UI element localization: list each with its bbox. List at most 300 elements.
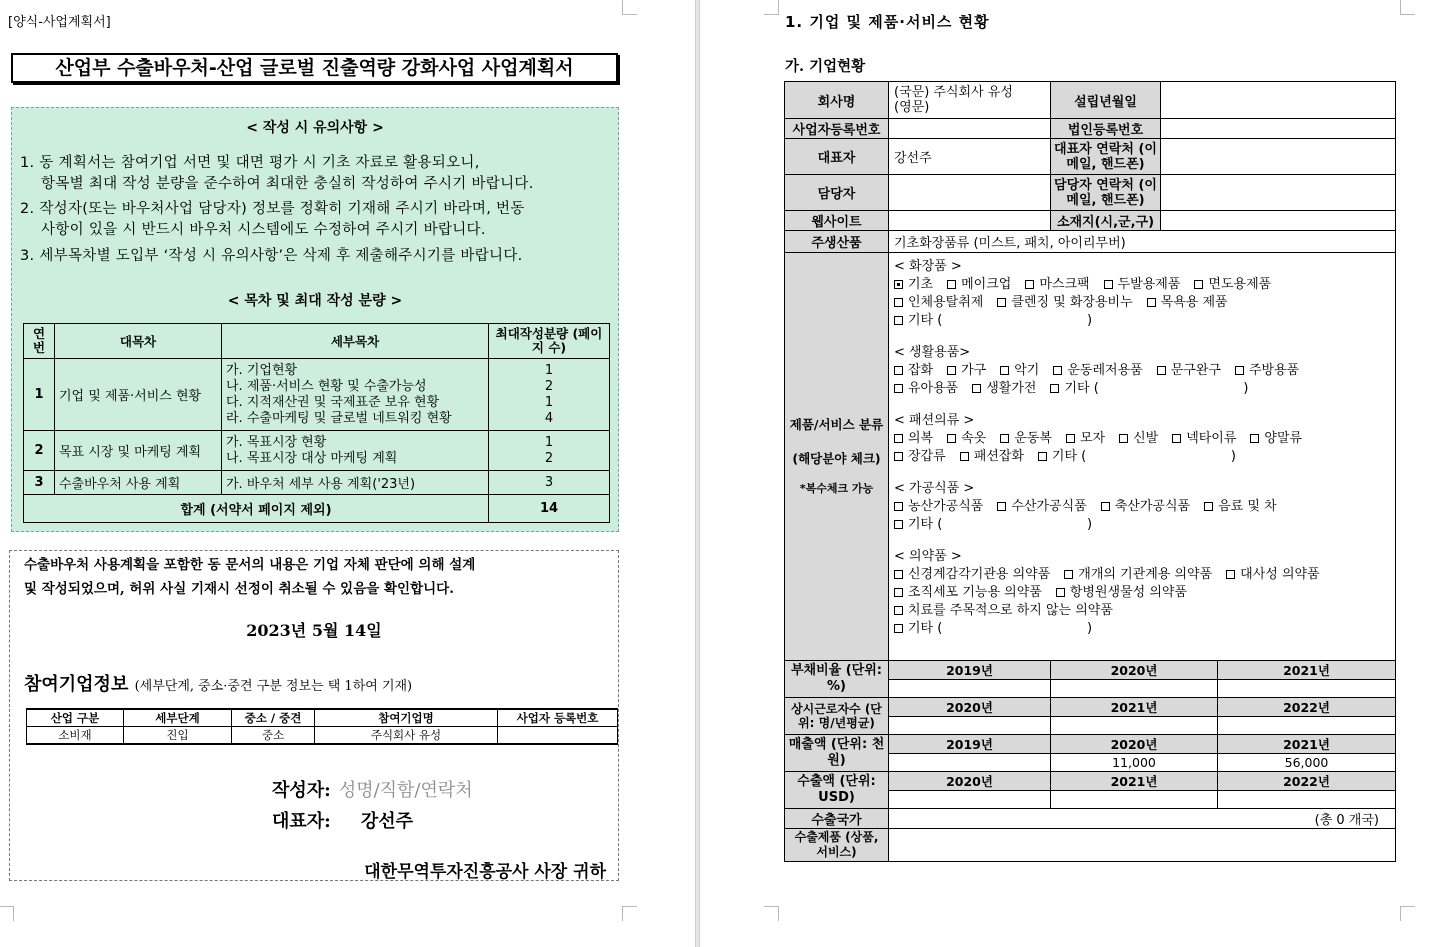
category-option-label: 운동복 [1014, 431, 1052, 446]
corp-no-label: 법인등록번호 [1051, 119, 1161, 139]
crop-mark [0, 906, 14, 921]
category-group-title: < 화장품 > [894, 259, 962, 274]
toc-page-count: 2 [544, 378, 554, 394]
category-group-title: < 생활용품> [894, 345, 971, 360]
notice-line: 2. 작성자(또는 바우처사업 담당자) 정보를 정확히 기재해 주시기 바라며, 번동 [20, 201, 525, 217]
addressee: 대한무역투자진흥공사 사장 귀하 [364, 862, 606, 882]
company-status-table [784, 81, 1396, 862]
category-option[interactable] [1000, 431, 1052, 446]
checkbox-icon[interactable] [1025, 280, 1034, 289]
employees-year: 2021년 [1051, 698, 1218, 717]
category-option-label: 가구 [961, 363, 987, 378]
category-option-label: 기타 ( ) [908, 621, 1093, 636]
exports-value[interactable] [889, 791, 1051, 809]
checkbox-icon[interactable] [894, 606, 903, 615]
category-option-label: 양말류 [1264, 431, 1303, 446]
category-option[interactable] [1172, 431, 1236, 446]
toc-sub-item: 라. 수출마케팅 및 글로벌 네트워킹 현황 [226, 410, 452, 426]
toc-sub-item: 가. 목표시장 현황 [226, 434, 327, 450]
founded-label: 설립년월일 [1051, 82, 1161, 119]
company-name-label: 회사명 [785, 82, 889, 119]
debt-year: 2019년 [889, 661, 1051, 680]
category-option[interactable] [894, 621, 1092, 636]
company-name-value[interactable] [889, 82, 1051, 119]
toc-header: 연번 [24, 324, 55, 359]
company-info-cell: 중소 [232, 727, 315, 745]
checkbox-icon[interactable] [894, 298, 903, 307]
toc-pages [489, 431, 610, 471]
category-row [785, 253, 1396, 661]
checkbox-icon[interactable] [1066, 434, 1075, 443]
category-option-label: 마스크팩 [1039, 277, 1090, 292]
debt-year: 2021년 [1218, 661, 1396, 680]
category-group [894, 548, 1390, 638]
category-option-row [894, 602, 1390, 620]
ceo-label: 대표자: [272, 811, 331, 832]
checkbox-icon[interactable] [894, 366, 903, 375]
crop-mark [622, 906, 637, 921]
category-option-row [894, 620, 1390, 638]
export-product-label: 수출제품 (상품, 서비스) [785, 829, 889, 862]
checkbox-icon[interactable] [1119, 434, 1128, 443]
category-group [894, 258, 1390, 330]
checkbox-icon[interactable] [1172, 434, 1181, 443]
category-option-row [894, 380, 1390, 398]
category-option-label: 기타 ( ) [1064, 381, 1249, 396]
checkbox-icon[interactable] [947, 280, 956, 289]
sales-label: 매출액 (단위: 천원) [785, 735, 889, 772]
toc-title: 기업 및 제품·서비스 현황 [55, 359, 222, 431]
category-group [894, 344, 1390, 398]
main-product-label: 주생산품 [785, 231, 889, 253]
checkbox-icon[interactable] [1226, 570, 1235, 579]
company-info-cell: 소비재 [27, 727, 124, 745]
declaration-text: 수출바우처 사용계획을 포함한 동 문서의 내용은 기업 자체 판단에 의해 설계 [24, 557, 476, 573]
employees-label: 상시근로자수 (단위: 명/년평균) [785, 698, 889, 735]
toc-page-count: 4 [544, 410, 554, 426]
category-option-label: 신발 [1133, 431, 1159, 446]
company-info-cell: 진입 [124, 727, 232, 745]
ceo-contact-value[interactable] [1161, 139, 1396, 175]
checkbox-icon[interactable] [894, 588, 903, 597]
category-option[interactable] [894, 295, 983, 310]
toc-sub-item: 가. 기업현황 [226, 362, 298, 378]
sales-year: 2020년 [1051, 735, 1218, 754]
manager-contact-value[interactable] [1161, 175, 1396, 211]
writer-placeholder: 성명/직함/연락처 [338, 780, 473, 801]
category-option-row [894, 430, 1390, 448]
checkbox-icon[interactable] [997, 298, 1006, 307]
category-option[interactable] [1235, 363, 1299, 378]
category-option[interactable] [1204, 499, 1277, 514]
category-option-label: 인체용탈취제 [908, 295, 984, 310]
checkbox-icon[interactable] [1038, 452, 1047, 461]
category-label [785, 253, 889, 661]
declaration-box [9, 550, 619, 881]
category-option-label: 패션잡화 [973, 449, 1024, 464]
exports-label: 수출액 (단위: USD) [785, 772, 889, 809]
category-option[interactable] [894, 499, 983, 514]
category-option[interactable] [1157, 363, 1221, 378]
toc-row [24, 431, 610, 471]
website-value[interactable] [889, 211, 1051, 231]
category-option[interactable] [894, 567, 1050, 582]
company-name-kr: (국문) 주식회사 유성 [894, 85, 1013, 100]
manager-contact-label: 담당자 연락처 (이메일, 핸드폰) [1051, 175, 1161, 211]
checkbox-icon[interactable] [1064, 570, 1073, 579]
notice-heading: < 작성 시 유의사항 > [246, 120, 384, 136]
category-checklist [894, 258, 1390, 638]
checkbox-icon[interactable] [1250, 434, 1259, 443]
checkbox-icon[interactable] [1104, 280, 1113, 289]
category-option[interactable] [1066, 431, 1105, 446]
company-info-header: 중소 / 중견 [232, 709, 315, 727]
writer-line [272, 776, 473, 802]
category-option[interactable] [894, 585, 1042, 600]
category-option-label: 넥타이류 [1186, 431, 1237, 446]
notice-line: 1. 동 계획서는 참여기업 서면 및 대면 평가 시 기초 자료로 활용되오니, [20, 155, 480, 171]
category-option-label: 잡화 [908, 363, 934, 378]
toc-number: 1 [24, 359, 55, 431]
toc-sub-item: 다. 지적재산권 및 국제표준 보유 현황 [226, 394, 440, 410]
category-option[interactable] [894, 431, 933, 446]
company-name-row [785, 82, 1396, 119]
document-page-left [0, 0, 695, 947]
document-page-right [700, 0, 1430, 947]
manager-label: 담당자 [785, 175, 889, 211]
exports-value[interactable] [1051, 791, 1218, 809]
website-row [785, 211, 1396, 231]
debt-label: 부채비율 (단위: %) [785, 661, 889, 698]
main-product-value[interactable]: 기초화장품류 (미스트, 패치, 아이리무버) [889, 231, 1396, 253]
category-option[interactable] [947, 277, 1011, 292]
category-option-label: 기타 ( ) [1051, 449, 1236, 464]
category-option[interactable] [894, 381, 958, 396]
category-option-label: 대사성 의약품 [1240, 567, 1320, 582]
toc-subs [222, 359, 489, 431]
notice-box [11, 107, 619, 532]
category-option-label: 치료를 주목적으로 하지 않는 의약품 [908, 603, 1113, 618]
toc-header: 대목차 [55, 324, 222, 359]
category-option-label: 속옷 [961, 431, 987, 446]
debt-year-row [785, 661, 1396, 680]
document-title: 산업부 수출바우처-산업 글로벌 진출역량 강화사업 사업계획서 [11, 53, 618, 83]
employees-value[interactable] [889, 717, 1051, 735]
category-option[interactable] [1119, 431, 1158, 446]
category-option-label: 목욕용 제품 [1160, 295, 1228, 310]
category-option[interactable] [1194, 277, 1271, 292]
category-option[interactable] [1147, 295, 1228, 310]
employees-value[interactable] [1218, 717, 1396, 735]
category-option-label: 모자 [1079, 431, 1106, 446]
checkbox-icon[interactable] [997, 502, 1006, 511]
category-option-label: 수산가공식품 [1011, 499, 1087, 514]
category-group [894, 412, 1390, 466]
category-option-label: 악기 [1014, 363, 1040, 378]
ceo-row [785, 139, 1396, 175]
category-option-row [894, 498, 1390, 516]
section-title: 1. 기업 및 제품·서비스 현황 [785, 13, 990, 31]
category-option-label: 문구완구 [1170, 363, 1221, 378]
checkbox-icon[interactable] [1157, 366, 1166, 375]
company-info-header: 세부단계 [124, 709, 232, 727]
category-option-label: 신경계감각기관용 의약품 [908, 567, 1051, 582]
category-option-label: 기초 [908, 277, 934, 292]
company-name-en: (영문) [894, 100, 930, 115]
ceo-label: 대표자 [785, 139, 889, 175]
category-option[interactable] [997, 295, 1132, 310]
category-label-text: 제품/서비스 분류 [789, 416, 884, 432]
category-option[interactable] [894, 277, 933, 292]
crop-mark [1400, 906, 1415, 921]
location-value[interactable] [1161, 211, 1396, 231]
company-info-cell [498, 727, 618, 745]
category-group-title: < 패션의류 > [894, 413, 975, 428]
checkbox-icon[interactable] [894, 452, 903, 461]
category-option-label: 주방용품 [1248, 363, 1300, 378]
toc-subs [222, 431, 489, 471]
main-product-row [785, 231, 1396, 253]
toc-title: 목표 시장 및 마케팅 계획 [55, 431, 222, 471]
company-info-table [26, 708, 618, 745]
export-product-value[interactable] [889, 829, 1396, 862]
category-option-row [894, 448, 1390, 466]
category-label-multi: *복수체크 가능 [799, 481, 874, 495]
crop-mark [764, 0, 779, 15]
category-option-label: 생활가전 [986, 381, 1037, 396]
toc-header: 세부목차 [222, 324, 489, 359]
toc-page-count: 1 [544, 394, 554, 410]
toc-total-label: 합계 (서약서 페이지 제외) [24, 495, 489, 523]
category-group-title: < 가공식품 > [894, 481, 975, 496]
category-option[interactable] [894, 363, 933, 378]
employees-year-row [785, 698, 1396, 717]
category-option-label: 농산가공식품 [908, 499, 984, 514]
category-option-label: 장갑류 [908, 449, 946, 464]
category-option-label: 기타 ( ) [908, 313, 1093, 328]
category-option-label: 면도용제품 [1208, 277, 1272, 292]
company-info-header-row [27, 709, 618, 727]
sales-year-row [785, 735, 1396, 754]
category-option[interactable] [1104, 277, 1181, 292]
toc-header-row [24, 324, 610, 359]
toc-heading: < 목차 및 최대 작성 분량 > [227, 293, 403, 309]
category-option-row [894, 294, 1390, 312]
manager-value[interactable] [889, 175, 1051, 211]
checkbox-icon[interactable] [1053, 366, 1062, 375]
category-option[interactable] [1056, 585, 1187, 600]
category-option[interactable] [1038, 449, 1236, 464]
category-option-row [894, 362, 1390, 380]
category-option[interactable] [1025, 277, 1089, 292]
toc-title: 수출바우처 사용 계획 [55, 471, 222, 495]
category-option-label: 개개의 기관계용 의약품 [1078, 567, 1213, 582]
category-label-note: (해당분야 체크) [792, 450, 881, 466]
form-label: [양식-사업계획서] [8, 15, 111, 30]
toc-row [24, 359, 610, 431]
category-option[interactable] [1053, 363, 1142, 378]
category-group [894, 480, 1390, 534]
website-label: 웹사이트 [785, 211, 889, 231]
toc-total-row [24, 495, 610, 523]
biz-no-label: 사업자등록번호 [785, 119, 889, 139]
sales-value[interactable]: 56,000 [1218, 754, 1396, 772]
notice-line: 항목별 최대 작성 분량을 준수하여 최대한 충실히 작성하여 주시기 바랍니다. [41, 176, 534, 192]
category-option[interactable] [894, 603, 1113, 618]
category-option-row [894, 276, 1390, 294]
debt-value[interactable] [889, 680, 1051, 698]
category-option[interactable] [947, 363, 986, 378]
category-option[interactable] [972, 381, 1036, 396]
notice-line: 사항이 있을 시 반드시 바우처 시스템에도 수정하여 주시기 바랍니다. [41, 222, 486, 238]
toc-page-count: 1 [544, 434, 554, 450]
checkbox-icon[interactable] [1235, 366, 1244, 375]
export-country-row [785, 809, 1396, 829]
category-option[interactable] [1000, 363, 1039, 378]
checkbox-icon[interactable] [1204, 502, 1213, 511]
checkbox-icon[interactable] [960, 452, 969, 461]
checkbox-icon[interactable] [894, 316, 903, 325]
category-option[interactable] [1101, 499, 1190, 514]
toc-page-count: 3 [489, 471, 610, 495]
category-option-label: 기타 ( ) [908, 517, 1093, 532]
checkbox-icon[interactable] [972, 384, 981, 393]
checkbox-icon[interactable] [1194, 280, 1203, 289]
category-group-title: < 의약품 > [894, 549, 962, 564]
toc-number: 2 [24, 431, 55, 471]
toc-number: 3 [24, 471, 55, 495]
exports-value[interactable] [1218, 791, 1396, 809]
category-options [889, 253, 1396, 661]
ceo-name: 강선주 [360, 811, 413, 832]
sales-year: 2019년 [889, 735, 1051, 754]
checkbox-icon[interactable] [1000, 434, 1009, 443]
category-option[interactable] [1250, 431, 1302, 446]
category-option-label: 두발용제품 [1117, 277, 1181, 292]
checkbox-icon[interactable] [1056, 588, 1065, 597]
exports-year: 2020년 [889, 772, 1051, 791]
sales-value[interactable] [889, 754, 1051, 772]
biz-no-value[interactable] [889, 119, 1051, 139]
category-option[interactable] [1050, 381, 1248, 396]
employees-value[interactable] [1051, 717, 1218, 735]
export-country-label: 수출국가 [785, 809, 889, 829]
employees-year: 2020년 [889, 698, 1051, 717]
toc-table [23, 323, 610, 523]
category-option-label: 항병원생물성 의약품 [1069, 585, 1188, 600]
checkbox-icon[interactable] [1050, 384, 1059, 393]
toc-total-value: 14 [489, 495, 610, 523]
exports-year-row [785, 772, 1396, 791]
ceo-value[interactable]: 강선주 [889, 139, 1051, 175]
checkbox-icon[interactable] [1101, 502, 1110, 511]
corp-no-value[interactable] [1161, 119, 1396, 139]
sales-year: 2021년 [1218, 735, 1396, 754]
category-option-label: 운동레저용품 [1067, 363, 1143, 378]
crop-mark [764, 906, 779, 921]
category-option-label: 조직세포 기능용 의약품 [908, 585, 1042, 600]
category-option-row [894, 516, 1390, 534]
subsection-title: 가. 기업현황 [785, 58, 866, 75]
category-option-row [894, 584, 1390, 602]
checkbox-icon[interactable] [894, 520, 903, 529]
checkbox-icon[interactable] [894, 434, 903, 443]
crop-mark [622, 0, 637, 15]
category-option[interactable] [947, 431, 986, 446]
category-option-row [894, 312, 1390, 330]
category-option[interactable] [894, 517, 1092, 532]
ceo-line [272, 807, 413, 833]
company-info-cell: 주식회사 유성 [315, 727, 498, 745]
category-option[interactable] [894, 449, 946, 464]
category-option-label: 클렌징 및 화장용비누 [1011, 295, 1133, 310]
checkbox-icon[interactable] [1147, 298, 1156, 307]
category-option[interactable] [1226, 567, 1319, 582]
debt-year: 2020년 [1051, 661, 1218, 680]
checkbox-icon[interactable] [894, 624, 903, 633]
toc-sub-item: 나. 목표시장 대상 마케팅 계획 [226, 450, 398, 466]
toc-sub-item: 가. 바우처 세부 사용 계획('23년) [222, 471, 489, 495]
manager-row [785, 175, 1396, 211]
category-option[interactable] [960, 449, 1024, 464]
checkbox-icon[interactable] [1000, 366, 1009, 375]
category-option[interactable] [997, 499, 1086, 514]
category-option-label: 유아용품 [908, 381, 959, 396]
declaration-date: 2023년 5월 14일 [246, 621, 382, 640]
toc-page-count: 1 [544, 362, 554, 378]
category-option-label: 의복 [908, 431, 934, 446]
toc-page-count: 2 [544, 450, 554, 466]
toc-pages [489, 359, 610, 431]
debt-value[interactable] [1051, 680, 1218, 698]
founded-value[interactable] [1161, 82, 1396, 119]
debt-value[interactable] [1218, 680, 1396, 698]
sales-value[interactable]: 11,000 [1051, 754, 1218, 772]
export-product-row [785, 829, 1396, 862]
category-option[interactable] [1064, 567, 1212, 582]
checkbox-icon[interactable] [894, 502, 903, 511]
company-info-header: 참여기업명 [315, 709, 498, 727]
checkbox-icon[interactable] [947, 434, 956, 443]
export-country-value[interactable]: (총 0 개국) [889, 809, 1396, 829]
toc-sub-item: 나. 제품·서비스 현황 및 수출가능성 [226, 378, 427, 394]
employees-year: 2022년 [1218, 698, 1396, 717]
company-info-note: (세부단계, 중소·중견 구분 정보는 택 1하여 기재) [134, 679, 413, 694]
declaration-text: 및 작성되었으며, 허위 사실 기재시 선정이 취소될 수 있음을 확인합니다. [24, 581, 454, 597]
toc-row [24, 471, 610, 495]
category-option-label: 축산가공식품 [1114, 499, 1191, 514]
category-option[interactable] [894, 313, 1092, 328]
category-option-row [894, 566, 1390, 584]
checkbox-icon[interactable] [947, 366, 956, 375]
category-option-label: 음료 및 차 [1218, 499, 1277, 514]
company-info-header: 산업 구분 [27, 709, 124, 727]
exports-year: 2021년 [1051, 772, 1218, 791]
exports-year: 2022년 [1218, 772, 1396, 791]
company-info-title: 참여기업정보 [24, 674, 129, 695]
company-info-heading [24, 670, 412, 696]
location-label: 소재지(시,군,구) [1051, 211, 1161, 231]
notice-line: 3. 세부목차별 도입부 ‘작성 시 유의사항’은 삭제 후 제출해주시기를 바랍니다. [20, 248, 523, 264]
crop-mark [1400, 0, 1415, 15]
ceo-contact-label: 대표자 연락처 (이메일, 핸드폰) [1051, 139, 1161, 175]
checkbox-checked-icon[interactable] [894, 280, 903, 289]
toc-header: 최대작성분량 (페이지 수) [489, 324, 610, 359]
category-option-label: 메이크업 [961, 277, 1012, 292]
checkbox-icon[interactable] [894, 384, 903, 393]
writer-label: 작성자: [272, 780, 331, 801]
checkbox-icon[interactable] [894, 570, 903, 579]
